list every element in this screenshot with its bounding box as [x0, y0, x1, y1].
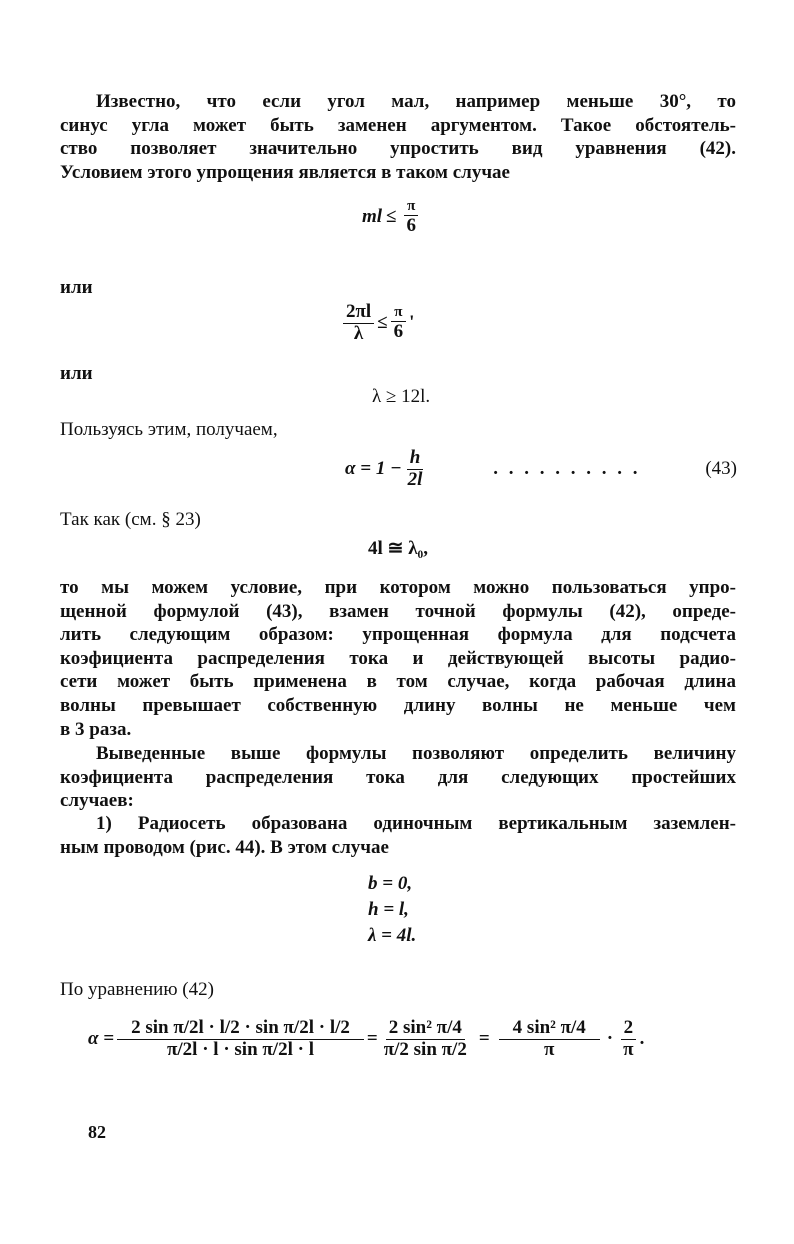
text-line: По уравнению (42)	[60, 979, 214, 1000]
conditions	[368, 872, 416, 950]
eq-tail: '	[409, 312, 415, 334]
text-line: Пользуясь этим, получаем,	[60, 419, 278, 440]
eq-rel: ≤	[386, 206, 397, 228]
eq-rel: =	[478, 1028, 490, 1050]
text-line: Выведенные выше формулы позволяют определить величину	[96, 743, 736, 764]
eq-rel: =	[366, 1028, 378, 1050]
eq-num: 2 sin π/2l · l/2 · sin π/2l · l/2	[117, 1018, 364, 1040]
eq-num: π	[391, 304, 405, 322]
eq-den: π	[544, 1038, 555, 1060]
equation-2pil	[340, 302, 414, 345]
equation-43	[345, 448, 737, 491]
equation-label: (43)	[705, 458, 737, 480]
text-line: ным проводом (рис. 44). В этом случае	[60, 836, 389, 858]
eq-den: λ	[353, 322, 364, 344]
eq-den: π/2l · l · sin π/2l · l	[166, 1038, 314, 1060]
eq-den: 6	[406, 214, 416, 236]
condition: b = 0,	[368, 873, 413, 894]
eq-den: π/2 sin π/2	[383, 1038, 467, 1060]
text-line: волны превышает собственную длину волны не меньше чем	[60, 694, 736, 716]
text-line: коэфициента распределения тока и действующей высоты радио-	[60, 647, 736, 669]
eq-num: π	[404, 198, 418, 216]
text-line: щенной формулой (43), взамен точной формулы (42), опреде-	[60, 600, 736, 622]
eq-rel: ≤	[377, 312, 388, 334]
eq-num: 4 sin² π/4	[499, 1018, 600, 1040]
eq-lhs: ml	[362, 206, 383, 228]
equation-lambda: λ ≥ 12l.	[372, 386, 431, 407]
or-label: или	[60, 277, 93, 298]
text-line: 1) Радиосеть образована одиночным вертикальным заземлен-	[96, 813, 736, 834]
eq-den: 2l	[407, 468, 423, 490]
paragraph-4	[60, 812, 736, 859]
text-line: Условием этого упрощения является в таком случае	[60, 161, 510, 183]
text-line: в 3 раза.	[60, 718, 132, 740]
paragraph-2	[60, 576, 736, 741]
leader-dots: . . . . . . . . . .	[493, 458, 641, 480]
or-label: или	[60, 363, 93, 384]
condition: λ = 4l.	[368, 925, 417, 946]
equation-4l: 4l ≅ λ₀,	[368, 538, 428, 559]
eq-den: 6	[393, 320, 404, 342]
eq-lhs: α =	[88, 1028, 115, 1050]
eq-num: 2 sin² π/4	[386, 1018, 465, 1040]
eq-num: 2πl	[343, 302, 374, 324]
eq-num: h	[407, 448, 424, 470]
eq-num: 2	[621, 1018, 637, 1040]
text-line: коэфициента распределения тока для следующих простейших	[60, 766, 736, 788]
paragraph-1	[60, 90, 736, 184]
text-line: сети может быть применена в том случае, когда рабочая длина	[60, 671, 736, 693]
condition: h = l,	[368, 899, 409, 920]
equation-ml	[362, 198, 422, 236]
text-line: то мы можем условие, при котором можно пользоваться упро-	[60, 577, 736, 598]
paragraph-3	[60, 742, 736, 813]
text-line: лить следующим образом: упрощенная формула для подсчета	[60, 624, 736, 646]
text-line: Так как (см. § 23)	[60, 509, 201, 530]
text-line: Известно, что если угол мал, например меньше 30°, то	[96, 91, 736, 112]
text-line: ство позволяет значительно упростить вид уравнения (42).	[60, 138, 736, 160]
eq-den: π	[623, 1038, 634, 1060]
eq-lhs: α = 1 −	[345, 458, 402, 480]
page-number: 82	[88, 1122, 106, 1142]
final-equation: α = $\frac{\text{2 sin π/2l · l/2 · sin π/2l · l/2}}{\text{π/2l · l · sin π/2l · l}}$ = $\frac{\text{2 sin² π/4}}{\text{π/2 sin π/2}}$ = $\frac{\text{4 sin² π/4}}{\pi}$ · $\frac{2}{\pi}$ .	[88, 1017, 645, 1060]
text-line: случаев:	[60, 790, 134, 812]
text-line: синус угла может быть заменен аргументом. Такое обстоятель-	[60, 114, 736, 136]
